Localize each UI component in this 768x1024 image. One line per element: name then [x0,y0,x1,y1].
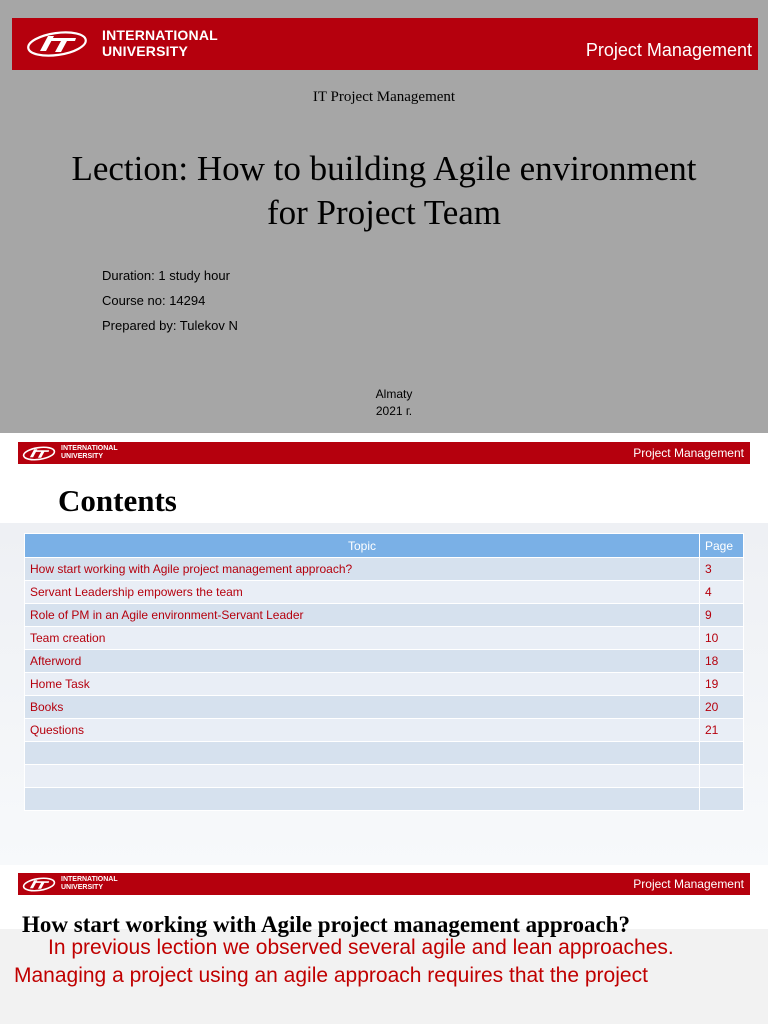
topic-cell: Team creation [25,627,700,650]
body-text-line-1: In previous lection we observed several agile and lean approaches. [48,936,674,959]
header-label: Project Management [585,40,752,60]
empty-cell [25,765,700,788]
header-label: Project Management [633,446,744,460]
university-logo-icon [21,877,57,892]
table-header-row [25,534,744,558]
topic-cell: Home Task [25,673,700,696]
university-logo-icon [21,446,57,461]
duration-text: Duration: 1 study hour [102,268,230,283]
topic-cell: Afterword [25,650,700,673]
empty-cell [25,788,700,811]
university-logo-icon [26,30,88,58]
slide-title: How start working with Agile project management approach? [22,912,630,937]
empty-cell [700,788,744,811]
empty-table-row [25,765,744,788]
page-cell: 20 [700,696,744,719]
table-row [25,696,744,719]
page-cell: 3 [700,558,744,581]
university-line-1: INTERNATIONAL [61,445,118,452]
university-line-1: INTERNATIONAL [102,27,218,43]
topic-cell: Role of PM in an Agile environment-Servant Leader [25,604,700,627]
page-cell: 9 [700,604,744,627]
header-banner [12,18,758,70]
page-cell: 4 [700,581,744,604]
empty-table-row [25,788,744,811]
course-title: IT Project Management [312,89,456,105]
topic-column-header: Topic [25,534,700,558]
table-row [25,650,744,673]
slide-body [0,929,768,1024]
page-cell: 19 [700,673,744,696]
title-slide [0,0,768,433]
contents-heading: Contents [58,483,177,518]
contents-table [24,533,744,811]
lection-title: Lection: How to building Agile environment for Project Team [71,149,697,232]
university-line-1: INTERNATIONAL [61,876,118,883]
topic-cell: Books [25,696,700,719]
university-line-2: UNIVERSITY [61,884,104,891]
university-name [61,445,118,461]
header-banner [18,873,750,895]
university-name [102,27,218,59]
city-text: Almaty [375,387,413,401]
table-row [25,719,744,742]
university-name [61,876,118,892]
page-cell: 21 [700,719,744,742]
year-text: 2021 г. [375,404,413,418]
course-number-text: Course no: 14294 [102,293,206,308]
header-label: Project Management [633,877,744,891]
university-line-2: UNIVERSITY [61,453,104,460]
page-cell: 10 [700,627,744,650]
contents-slide [0,433,768,865]
empty-cell [700,742,744,765]
table-row [25,604,744,627]
table-row [25,558,744,581]
empty-cell [25,742,700,765]
table-row [25,673,744,696]
prepared-by-text: Prepared by: Tulekov N [102,318,238,333]
body-text-line-2: Managing a project using an agile approach requires that the project [14,964,648,987]
topic-cell: Servant Leadership empowers the team [25,581,700,604]
topic-cell: Questions [25,719,700,742]
page-column-header: Page [700,534,744,558]
agile-approach-slide [0,865,768,1024]
page-cell: 18 [700,650,744,673]
topic-cell: How start working with Agile project management approach? [25,558,700,581]
header-banner [18,442,750,464]
empty-table-row [25,742,744,765]
empty-cell [700,765,744,788]
table-row [25,627,744,650]
table-row [25,581,744,604]
university-line-2: UNIVERSITY [102,43,189,59]
